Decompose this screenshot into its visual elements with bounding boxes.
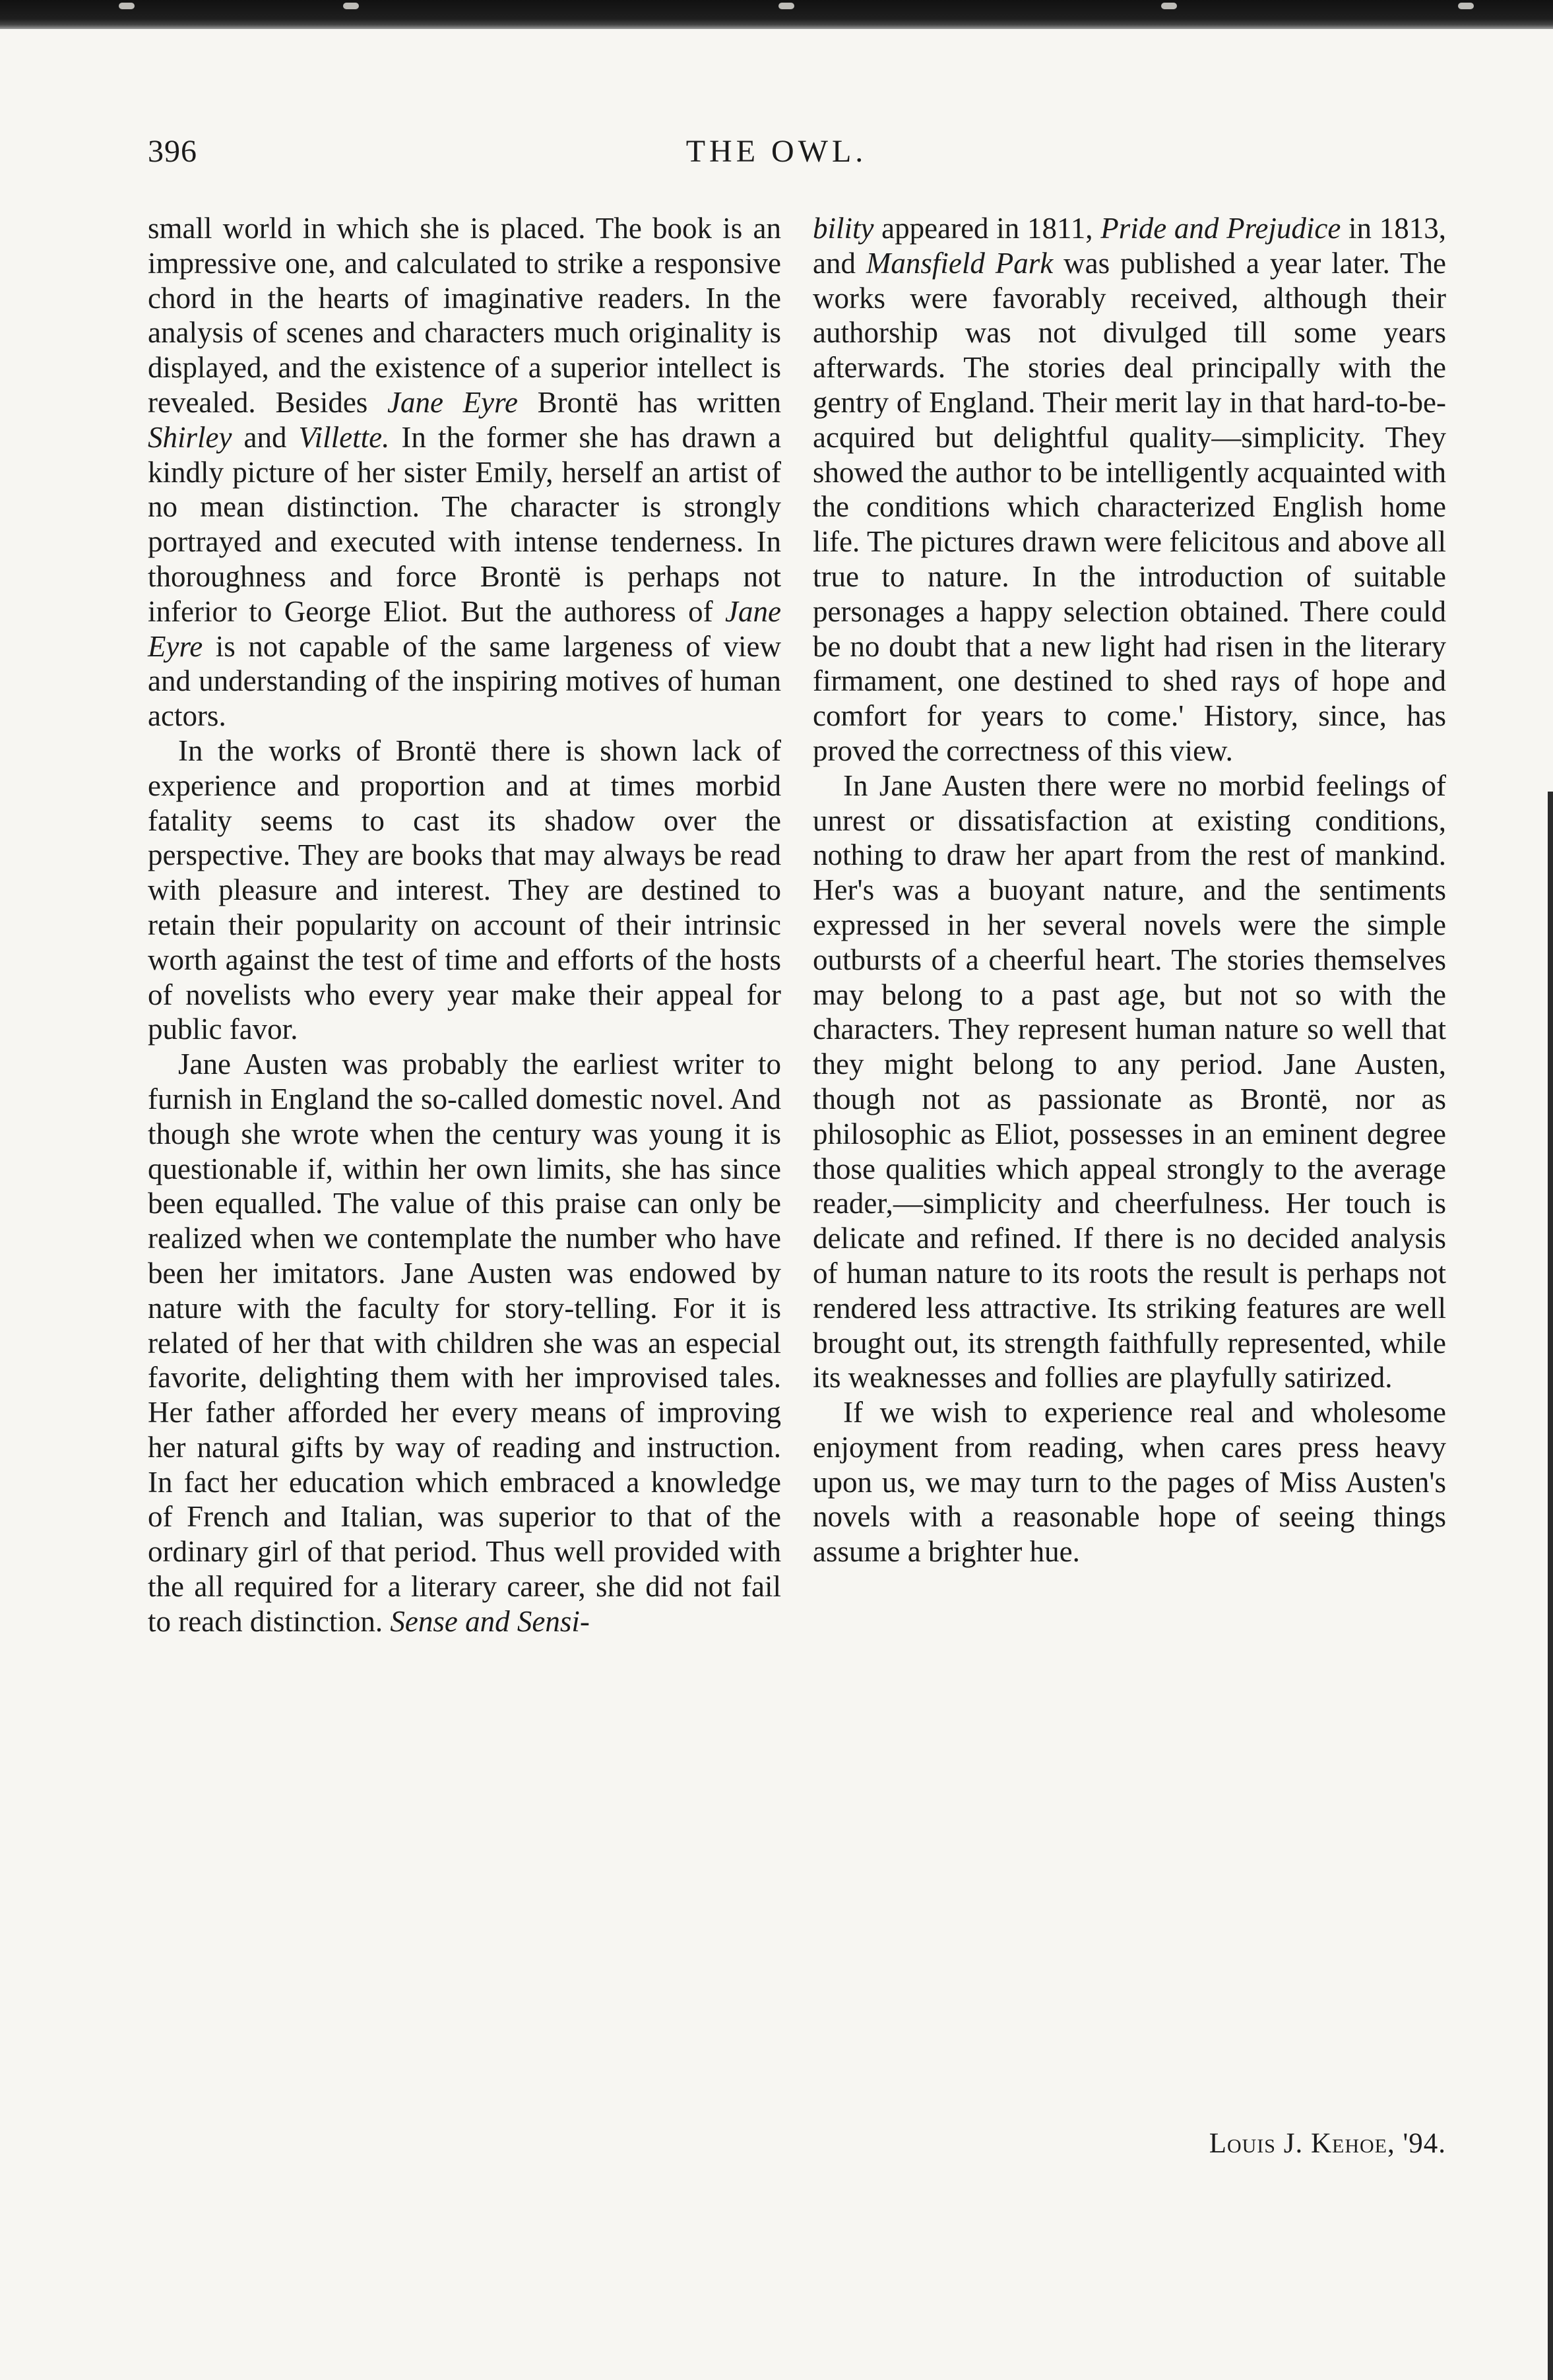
scan-speck: [119, 3, 135, 9]
running-title: THE OWL.: [685, 134, 868, 169]
scan-speck: [778, 3, 794, 9]
author-name: Louis J. Kehoe: [1209, 2128, 1387, 2159]
page-header: [0, 132, 1553, 172]
author-signature: [813, 2127, 1446, 2161]
right-scan-border: [1548, 792, 1553, 2380]
scan-speck: [1161, 3, 1177, 9]
right-column: [813, 211, 1446, 1569]
scan-speck: [343, 3, 359, 9]
right-paragraph-2: In Jane Austen there were no morbid feelings of unrest or dissatisfaction at existing conditions, nothing to draw her apart from the rest of mankind. Her's was a buoyant nature, and the sentiments expressed in her several novels were the simple outbursts of a cheerful heart. The stories themselves may belong to a past age, but not so with the characters. They represent human nature so well that they might belong to any period. Jane Austen, though not as passionate as Brontë, nor as philosophic as Eliot, possesses in an eminent degree those qualities which appeal strongly to the average reader,—simplicity and cheerfulness. Her touch is delicate and refined. If there is no decided analysis of human nature to its roots the result is perhaps not rendered less attractive. Its striking features are well brought out, its strength faithfully represented, while its weaknesses and follies are playfully satirized.: [813, 768, 1446, 1394]
left-column: [148, 211, 781, 1639]
left-paragraph-3: Jane Austen was probably the earliest writer to furnish in England the so-called domestic novel. And though she wrote when the century was young it is questionable if, within her own limits, she has since been equalled. The value of this praise can only be realized when we contemplate the number who have been her imitators. Jane Austen was endowed by nature with the faculty for story-telling. For it is related of her that with children she was an especial favorite, delighting them with her improvised tales. Her father afforded her every means of improving her natural gifts by way of reading and instruction. In fact her education which embraced a knowledge of French and Italian, was superior to that of the ordinary girl of that period. Thus well provided with the all required for a literary career, she did not fail to reach distinction. Sense and Sensi-: [148, 1048, 781, 1638]
left-paragraph-2: In the works of Brontë there is shown lack of experience and proportion and at times morbid fatality seems to cast its shadow over the perspective. They are books that may always be read with pleasure and interest. They are destined to retain their popularity on account of their intrinsic worth against the test of time and efforts of the hosts of novelists who every year make their appeal for public favor.: [148, 734, 781, 1046]
left-paragraph-1: small world in which she is placed. The book is an impressive one, and calculated to strike a responsive chord in the hearts of imaginative readers. In the analysis of scenes and characters much originality is displayed, and the existence of a superior intellect is revealed. Besides Jane Eyre Brontë has written Shirley and Villette. In the former she has drawn a kindly picture of her sister Emily, herself an artist of no mean distinction. The character is strongly portrayed and executed with intense tenderness. In thoroughness and force Brontë is perhaps not inferior to George Eliot. But the authoress of Jane Eyre is not capable of the same largeness of view and understanding of the inspiring motives of human actors.: [148, 212, 781, 733]
scan-speck: [1458, 3, 1474, 9]
author-class-year: , '94.: [1387, 2128, 1446, 2159]
page-number: 396: [148, 134, 197, 169]
right-paragraph-3: If we wish to experience real and wholesome enjoyment from reading, when cares press heavy upon us, we may turn to the pages of Miss Austen's novels with a reasonable hope of seeing things assume a brighter hue.: [813, 1396, 1446, 1569]
right-paragraph-1: bility appeared in 1811, Pride and Prejudice in 1813, and Mansfield Park was published a year later. The works were favorably received, although their authorship was not divulged till some years afterwards. The stories deal principally with the gentry of England. Their merit lay in that hard-to-be-acquired but delightful quality—simplicity. They showed the author to be intelligently acquainted with the conditions which characterized English home life. The pictures drawn were felicitous and above all true to nature. In the introduction of suitable personages a happy selection obtained. There could be no doubt that a new light had risen in the literary firmament, one destined to shed rays of hope and comfort for years to come.' History, since, has proved the correctness of this view.: [813, 212, 1446, 767]
top-scan-border: [0, 0, 1553, 29]
